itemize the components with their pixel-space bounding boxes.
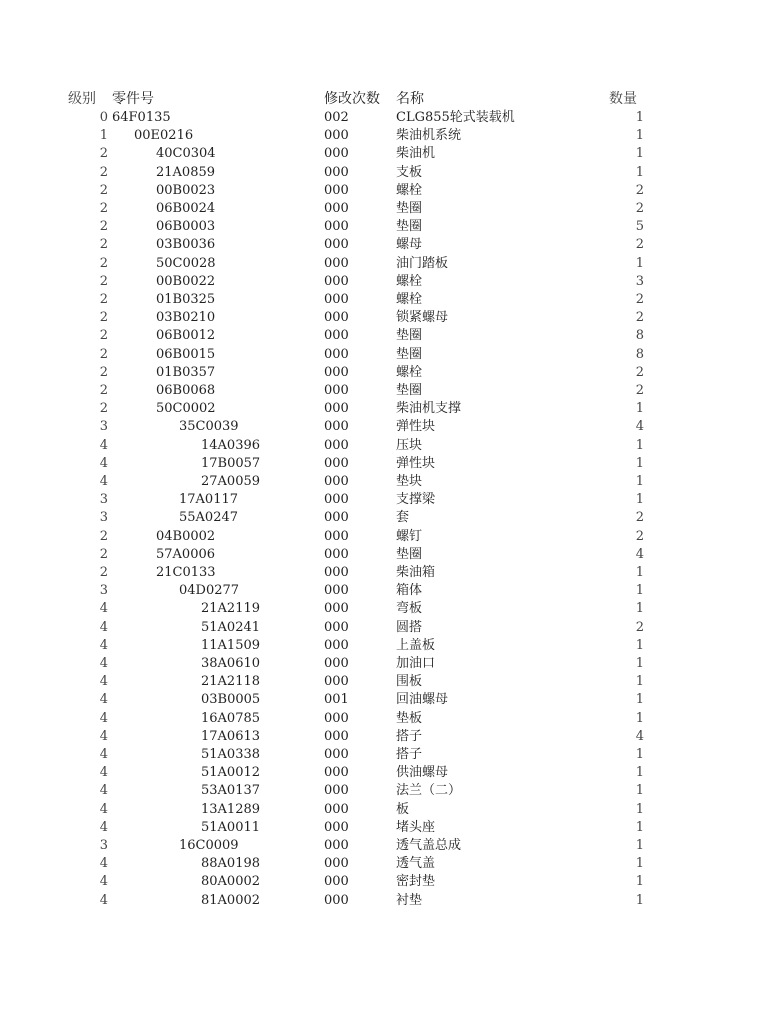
revision-cell: 000 (324, 364, 349, 380)
part-no-cell: 50C0028 (156, 255, 216, 271)
quantity-cell: 2 (635, 237, 644, 253)
name-cell: 垫圈 (396, 346, 423, 362)
revision-cell: 000 (324, 146, 349, 162)
part-no-cell: 17A0117 (179, 492, 239, 508)
table-row (0, 819, 768, 837)
table-row (0, 582, 768, 600)
level-cell: 4 (99, 437, 108, 453)
name-cell: 圆搭 (396, 619, 423, 635)
table-row (0, 764, 768, 782)
part-no-cell: 88A0198 (201, 856, 261, 872)
name-cell: 螺栓 (396, 364, 423, 380)
table-row (0, 691, 768, 709)
name-cell: 弹性块 (396, 419, 436, 435)
part-no-cell: 55A0247 (179, 510, 239, 526)
table-row (0, 145, 768, 163)
table-row (0, 455, 768, 473)
revision-cell: 002 (324, 110, 349, 125)
level-cell: 2 (99, 565, 108, 580)
part-no-cell: 00E0216 (134, 128, 194, 144)
quantity-cell: 2 (635, 528, 644, 544)
table-row (0, 619, 768, 637)
quantity-cell: 8 (635, 346, 644, 362)
revision-cell: 000 (324, 383, 349, 398)
table-row (0, 746, 768, 764)
table-row (0, 710, 768, 728)
revision-cell: 000 (324, 565, 349, 580)
name-cell: 堵头座 (396, 819, 436, 835)
revision-cell: 000 (324, 474, 349, 489)
name-cell: 弯板 (396, 601, 423, 617)
part-no-cell: 00B0023 (156, 182, 216, 198)
name-cell: 垫圈 (396, 546, 423, 562)
quantity-cell: 1 (635, 656, 644, 671)
quantity-cell: 2 (635, 182, 644, 198)
level-cell: 4 (99, 656, 108, 671)
quantity-cell: 1 (635, 146, 644, 162)
level-cell: 2 (99, 310, 108, 326)
revision-cell: 000 (324, 310, 349, 326)
table-row (0, 255, 768, 273)
table-row (0, 109, 768, 127)
header-name: 名称 (396, 91, 424, 107)
quantity-cell: 1 (635, 437, 644, 453)
level-cell: 4 (99, 692, 108, 708)
quantity-cell: 1 (635, 692, 644, 708)
table-row (0, 309, 768, 327)
quantity-cell: 1 (635, 455, 644, 471)
quantity-cell: 2 (635, 619, 644, 635)
level-cell: 2 (99, 364, 108, 380)
table-row (0, 637, 768, 655)
part-no-cell: 03B0036 (156, 237, 216, 253)
quantity-cell: 4 (635, 728, 644, 744)
level-cell: 4 (99, 892, 108, 908)
part-no-cell: 03B0005 (201, 692, 261, 708)
level-cell: 2 (99, 255, 108, 271)
revision-cell: 000 (324, 437, 349, 453)
quantity-cell: 2 (635, 383, 644, 398)
revision-cell: 000 (324, 346, 349, 362)
quantity-cell: 2 (635, 201, 644, 216)
quantity-cell: 1 (635, 474, 644, 489)
name-cell: 弹性块 (396, 455, 436, 471)
revision-cell: 000 (324, 419, 349, 435)
quantity-cell: 1 (635, 255, 644, 271)
name-cell: 垫块 (396, 474, 423, 489)
name-cell: 螺栓 (396, 273, 423, 289)
table-row (0, 892, 768, 910)
table-row (0, 564, 768, 582)
table-row (0, 382, 768, 400)
table-row (0, 473, 768, 491)
revision-cell: 000 (324, 528, 349, 544)
part-no-cell: 38A0610 (201, 656, 261, 671)
table-row (0, 218, 768, 236)
name-cell: 垫圈 (396, 219, 423, 235)
name-cell: 锁紧螺母 (396, 310, 449, 326)
quantity-cell: 1 (635, 710, 644, 726)
quantity-cell: 1 (635, 128, 644, 144)
table-row (0, 873, 768, 891)
revision-cell: 000 (324, 656, 349, 671)
part-no-cell: 51A0338 (201, 747, 261, 762)
table-row (0, 837, 768, 855)
quantity-cell: 5 (635, 219, 644, 235)
level-cell: 2 (99, 383, 108, 398)
quantity-cell: 4 (635, 419, 644, 435)
revision-cell: 000 (324, 710, 349, 726)
part-no-cell: 27A0059 (201, 474, 261, 489)
revision-cell: 000 (324, 819, 349, 835)
level-cell: 2 (99, 237, 108, 253)
part-no-cell: 06B0015 (156, 346, 216, 362)
part-no-cell: 35C0039 (179, 419, 239, 435)
level-cell: 4 (99, 874, 108, 890)
revision-cell: 000 (324, 255, 349, 271)
part-no-cell: 04D0277 (179, 583, 240, 599)
revision-cell: 000 (324, 728, 349, 744)
quantity-cell: 1 (635, 801, 644, 817)
table-row (0, 801, 768, 819)
table-row (0, 728, 768, 746)
table-row (0, 600, 768, 618)
name-cell: 螺母 (396, 237, 423, 253)
table-row (0, 346, 768, 364)
name-cell: 垫圈 (396, 328, 423, 344)
name-cell: 供油螺母 (396, 765, 449, 781)
table-row (0, 855, 768, 873)
quantity-cell: 1 (635, 856, 644, 872)
table-row (0, 236, 768, 254)
level-cell: 2 (99, 346, 108, 362)
revision-cell: 000 (324, 874, 349, 890)
table-row (0, 509, 768, 527)
part-no-cell: 51A0012 (201, 765, 261, 781)
header-level: 级别 (68, 91, 96, 107)
revision-cell: 000 (324, 637, 349, 653)
name-cell: 回油螺母 (396, 692, 449, 708)
level-cell: 2 (99, 146, 108, 162)
revision-cell: 000 (324, 201, 349, 216)
part-no-cell: 17B0057 (201, 455, 261, 471)
table-row (0, 182, 768, 200)
name-cell: 加油口 (396, 656, 436, 671)
part-no-cell: 21A0859 (156, 164, 216, 180)
level-cell: 2 (99, 292, 108, 307)
table-row (0, 418, 768, 436)
revision-cell: 000 (324, 455, 349, 471)
name-cell: 垫圈 (396, 201, 423, 216)
level-cell: 4 (99, 674, 108, 690)
name-cell: 密封垫 (396, 874, 436, 890)
header-quantity: 数量 (609, 91, 637, 107)
level-cell: 2 (99, 546, 108, 562)
quantity-cell: 1 (635, 783, 644, 799)
level-cell: 4 (99, 801, 108, 817)
part-no-cell: 80A0002 (201, 874, 261, 890)
name-cell: 油门踏板 (396, 255, 449, 271)
table-row (0, 364, 768, 382)
quantity-cell: 3 (635, 273, 644, 289)
part-no-cell: 51A0011 (201, 819, 261, 835)
table-row (0, 291, 768, 309)
part-no-cell: 53A0137 (201, 783, 261, 799)
name-cell: 板 (396, 801, 410, 817)
table-row (0, 327, 768, 345)
name-cell: 支板 (396, 164, 423, 180)
part-no-cell: 06B0024 (156, 201, 216, 216)
part-no-cell: 40C0304 (156, 146, 216, 162)
quantity-cell: 4 (635, 546, 644, 562)
level-cell: 2 (99, 273, 108, 289)
part-no-cell: 17A0613 (201, 728, 261, 744)
revision-cell: 000 (324, 128, 349, 144)
quantity-cell: 1 (635, 110, 644, 125)
quantity-cell: 2 (635, 364, 644, 380)
quantity-cell: 1 (635, 892, 644, 908)
revision-cell: 000 (324, 801, 349, 817)
quantity-cell: 1 (635, 401, 644, 417)
revision-cell: 000 (324, 583, 349, 599)
name-cell: 搭子 (396, 728, 423, 744)
name-cell: 上盖板 (396, 637, 436, 653)
level-cell: 2 (99, 201, 108, 216)
level-cell: 2 (99, 219, 108, 235)
revision-cell: 000 (324, 164, 349, 180)
header-row (0, 90, 768, 108)
table-row (0, 546, 768, 564)
part-no-cell: 11A1509 (201, 637, 261, 653)
level-cell: 3 (99, 838, 108, 853)
quantity-cell: 1 (635, 637, 644, 653)
name-cell: 螺钉 (396, 528, 423, 544)
level-cell: 4 (99, 637, 108, 653)
quantity-cell: 1 (635, 838, 644, 853)
part-no-cell: 06B0068 (156, 383, 216, 398)
revision-cell: 001 (324, 692, 349, 708)
level-cell: 2 (99, 328, 108, 344)
level-cell: 4 (99, 819, 108, 835)
quantity-cell: 1 (635, 583, 644, 599)
part-no-cell: 81A0002 (201, 892, 261, 908)
name-cell: 围板 (396, 674, 423, 690)
part-no-cell: 21A2118 (201, 674, 261, 690)
level-cell: 2 (99, 182, 108, 198)
quantity-cell: 1 (635, 164, 644, 180)
level-cell: 4 (99, 728, 108, 744)
quantity-cell: 1 (635, 565, 644, 580)
revision-cell: 000 (324, 546, 349, 562)
part-no-cell: 51A0241 (201, 619, 261, 635)
quantity-cell: 2 (635, 510, 644, 526)
part-no-cell: 06B0012 (156, 328, 216, 344)
name-cell: 法兰（二） (396, 783, 462, 799)
level-cell: 3 (99, 510, 108, 526)
revision-cell: 000 (324, 747, 349, 762)
name-cell: 垫板 (396, 710, 423, 726)
name-cell: 透气盖 (396, 856, 436, 872)
revision-cell: 000 (324, 783, 349, 799)
level-cell: 4 (99, 601, 108, 617)
revision-cell: 000 (324, 674, 349, 690)
quantity-cell: 8 (635, 328, 644, 344)
quantity-cell: 1 (635, 492, 644, 508)
level-cell: 2 (99, 528, 108, 544)
level-cell: 4 (99, 619, 108, 635)
table-row (0, 437, 768, 455)
name-cell: 螺栓 (396, 292, 423, 307)
level-cell: 3 (99, 492, 108, 508)
part-no-cell: 16A0785 (201, 710, 261, 726)
table-row (0, 491, 768, 509)
part-no-cell: 21A2119 (201, 601, 261, 617)
revision-cell: 000 (324, 292, 349, 307)
level-cell: 4 (99, 455, 108, 471)
revision-cell: 000 (324, 219, 349, 235)
table-row (0, 273, 768, 291)
revision-cell: 000 (324, 273, 349, 289)
level-cell: 4 (99, 747, 108, 762)
part-no-cell: 00B0022 (156, 273, 216, 289)
part-no-cell: 50C0002 (156, 401, 216, 417)
revision-cell: 000 (324, 492, 349, 508)
revision-cell: 000 (324, 182, 349, 198)
level-cell: 4 (99, 710, 108, 726)
part-no-cell: 64F0135 (112, 110, 171, 125)
level-cell: 2 (99, 164, 108, 180)
part-no-cell: 06B0003 (156, 219, 216, 235)
revision-cell: 000 (324, 856, 349, 872)
part-no-cell: 03B0210 (156, 310, 216, 326)
name-cell: 柴油机系统 (396, 128, 462, 144)
table-row (0, 655, 768, 673)
quantity-cell: 2 (635, 310, 644, 326)
part-no-cell: 01B0357 (156, 364, 216, 380)
table-row (0, 200, 768, 218)
table-row (0, 673, 768, 691)
revision-cell: 000 (324, 601, 349, 617)
name-cell: 套 (396, 510, 410, 526)
level-cell: 2 (99, 401, 108, 417)
quantity-cell: 1 (635, 819, 644, 835)
revision-cell: 000 (324, 328, 349, 344)
quantity-cell: 1 (635, 747, 644, 762)
level-cell: 1 (99, 128, 108, 144)
name-cell: 螺栓 (396, 182, 423, 198)
revision-cell: 000 (324, 892, 349, 908)
name-cell: CLG855轮式装载机 (396, 110, 515, 125)
revision-cell: 000 (324, 510, 349, 526)
name-cell: 垫圈 (396, 383, 423, 398)
name-cell: 柴油箱 (396, 565, 436, 580)
name-cell: 透气盖总成 (396, 838, 462, 853)
level-cell: 4 (99, 856, 108, 872)
revision-cell: 000 (324, 619, 349, 635)
level-cell: 3 (99, 419, 108, 435)
table-row (0, 528, 768, 546)
part-no-cell: 13A1289 (201, 801, 261, 817)
header-revisions: 修改次数 (324, 91, 380, 107)
name-cell: 柴油机 (396, 146, 436, 162)
name-cell: 衬垫 (396, 892, 423, 908)
level-cell: 3 (99, 583, 108, 599)
name-cell: 支撑梁 (396, 492, 436, 508)
revision-cell: 000 (324, 401, 349, 417)
part-no-cell: 16C0009 (179, 838, 239, 853)
table-row (0, 164, 768, 182)
part-no-cell: 04B0002 (156, 528, 216, 544)
part-no-cell: 21C0133 (156, 565, 216, 580)
quantity-cell: 1 (635, 674, 644, 690)
header-part-no: 零件号 (112, 91, 154, 107)
part-no-cell: 01B0325 (156, 292, 216, 307)
table-row (0, 400, 768, 418)
table-row (0, 782, 768, 800)
revision-cell: 000 (324, 237, 349, 253)
level-cell: 4 (99, 474, 108, 489)
name-cell: 柴油机支撑 (396, 401, 462, 417)
quantity-cell: 1 (635, 765, 644, 781)
name-cell: 箱体 (396, 583, 423, 599)
part-no-cell: 57A0006 (156, 546, 216, 562)
level-cell: 0 (99, 110, 108, 125)
part-no-cell: 14A0396 (201, 437, 261, 453)
name-cell: 压块 (396, 437, 423, 453)
quantity-cell: 1 (635, 874, 644, 890)
level-cell: 4 (99, 765, 108, 781)
level-cell: 4 (99, 783, 108, 799)
revision-cell: 000 (324, 838, 349, 853)
quantity-cell: 2 (635, 292, 644, 307)
quantity-cell: 1 (635, 601, 644, 617)
table-row (0, 127, 768, 145)
revision-cell: 000 (324, 765, 349, 781)
name-cell: 搭子 (396, 747, 423, 762)
